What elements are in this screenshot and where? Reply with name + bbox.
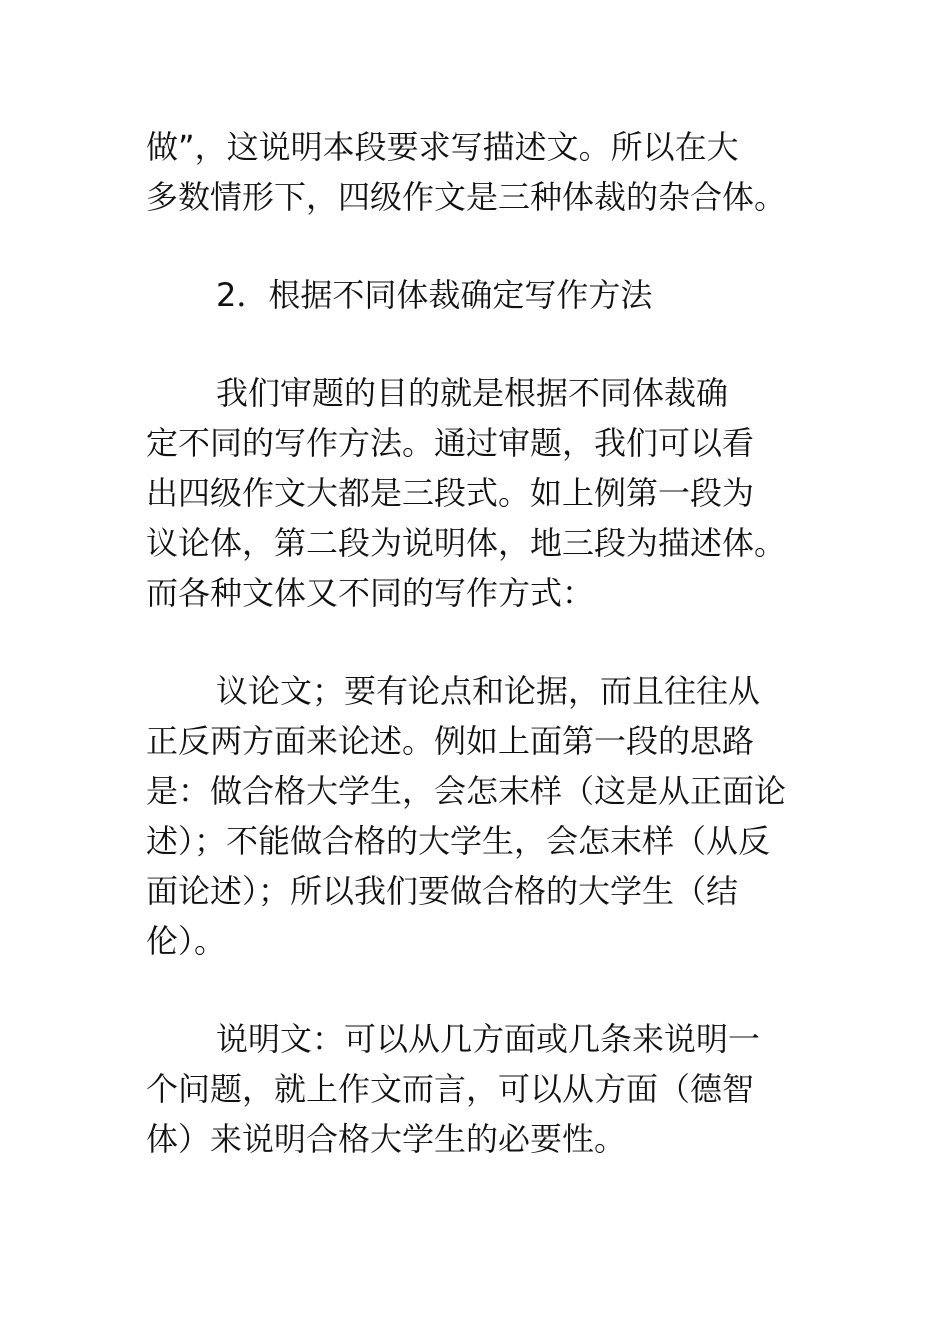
document-body [146, 122, 810, 1164]
paragraph-spacer [146, 618, 810, 666]
text-line: 说明文：可以从几方面或几条来说明一 [216, 1020, 761, 1058]
text-line: 个问题，就上作文而言，可以从方面（德智 [146, 1070, 755, 1108]
text-line: 是：做合格大学生，会怎末样（这是从正面论 [146, 772, 787, 810]
paragraph-spacer [146, 320, 810, 368]
paragraph-spacer [146, 966, 810, 1014]
text-line: 议论体，第二段为说明体，地三段为描述体。 [146, 524, 787, 562]
text-line: 而各种文体又不同的写作方式： [146, 574, 595, 612]
paragraph-argumentative [146, 666, 810, 966]
text-line: 议论文；要有论点和论据，而且往往从 [216, 672, 761, 710]
text-line: 正反两方面来论述。例如上面第一段的思路 [146, 722, 755, 760]
text-line: 伦）。 [146, 922, 227, 960]
text-line: 面论述）；所以我们要做合格的大学生（结 [146, 872, 739, 910]
text-line: 定不同的写作方法。通过审题，我们可以看 [146, 424, 755, 462]
text-line: 述）；不能做合格的大学生，会怎末样（从反 [146, 822, 771, 860]
text-line: 多数情形下，四级作文是三种体裁的杂合体。 [146, 178, 787, 216]
heading-text: 2．根据不同体裁确定写作方法 [216, 276, 653, 314]
text-line: 我们审题的目的就是根据不同体裁确 [216, 374, 729, 412]
paragraph-conclusion [146, 122, 810, 222]
text-line: 出四级作文大都是三段式。如上例第一段为 [146, 474, 755, 512]
text-line: 体）来说明合格大学生的必要性。 [146, 1120, 627, 1158]
text-line: 做”，这说明本段要求写描述文。所以在大 [146, 128, 739, 166]
paragraph-expository [146, 1014, 810, 1164]
paragraph-spacer [146, 222, 810, 270]
paragraph-purpose [146, 368, 810, 618]
section-heading [146, 270, 810, 320]
